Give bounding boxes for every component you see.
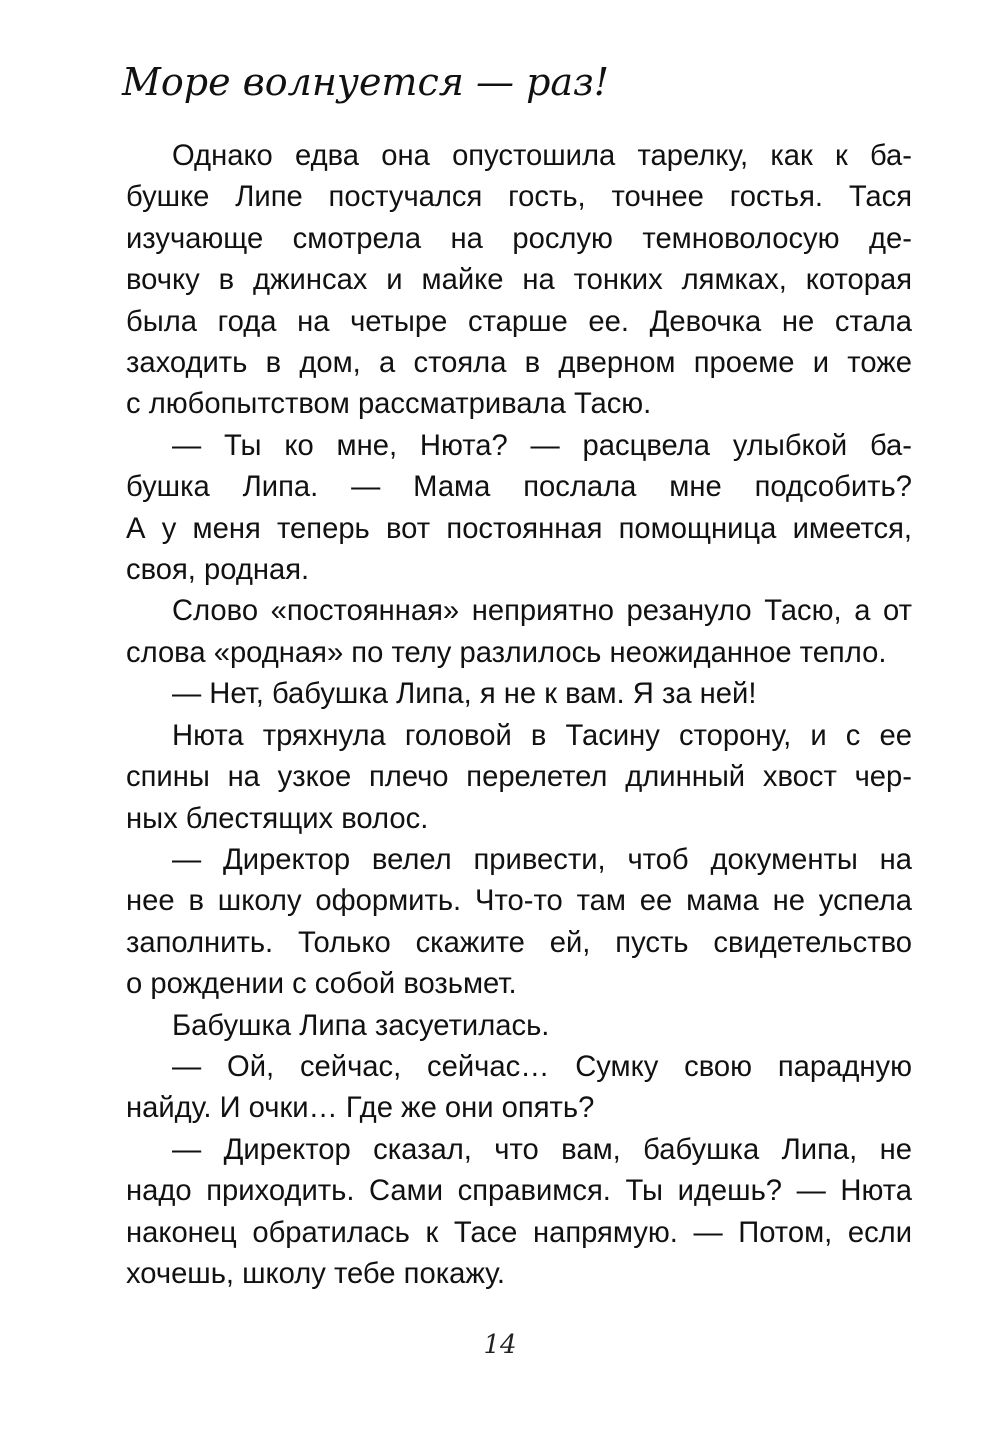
- text-line: Слово «постоянная» неприятно резануло Тасю, а от: [172, 595, 912, 628]
- text-line: бушка Липа. — Мама послала мне подсобить?: [126, 471, 912, 504]
- text-line: своя, родная.: [126, 554, 310, 587]
- body-text: [126, 136, 912, 1295]
- text-line: — Нет, бабушка Липа, я не к вам. Я за ней!: [172, 678, 757, 711]
- text-line: нее в школу оформить. Что-то там ее мама не успела: [126, 885, 912, 918]
- text-line: — Директор сказал, что вам, бабушка Липа, не: [172, 1133, 912, 1166]
- text-line: — Ты ко мне, Нюта? — расцвела улыбкой ба-: [172, 429, 912, 462]
- text-line: — Директор велел привести, чтоб документы на: [172, 843, 912, 876]
- text-line: Нюта тряхнула головой в Тасину сторону, и с ее: [172, 719, 912, 752]
- text-line: хочешь, школу тебе покажу.: [126, 1257, 505, 1290]
- text-line: была года на четыре старше ее. Девочка не стала: [126, 305, 912, 338]
- text-line: слова «родная» по телу разлилось неожиданное тепло.: [126, 636, 887, 669]
- text-line: изучающе смотрела на рослую темноволосую де-: [126, 222, 912, 255]
- text-line: о рождении с собой возьмет.: [126, 968, 517, 1001]
- text-line: с любопытством рассматривала Тасю.: [126, 388, 652, 421]
- text-line: спины на узкое плечо перелетел длинный хвост чер-: [126, 761, 912, 794]
- text-line: — Ой, сейчас, сейчас… Сумку свою парадную: [172, 1050, 912, 1083]
- text-line: заполнить. Только скажите ей, пусть свидетельство: [126, 926, 912, 959]
- text-line: А у меня теперь вот постоянная помощница имеется,: [126, 512, 912, 545]
- text-line: Бабушка Липа засуетилась.: [172, 1009, 550, 1042]
- text-line: бушке Липе постучался гость, точнее гостья. Тася: [126, 181, 912, 214]
- text-line: вочку в джинсах и майке на тонких лямках, которая: [126, 264, 912, 297]
- text-line: ных блестящих волос.: [126, 802, 429, 835]
- text-line: наконец обратилась к Тасе напрямую. — Потом, если: [126, 1216, 912, 1249]
- page-number: 14: [483, 1330, 517, 1360]
- text-line: заходить в дом, а стояла в дверном проеме и тоже: [126, 347, 912, 380]
- text-line: Однако едва она опустошила тарелку, как к ба-: [172, 140, 912, 172]
- text-line: найду. И очки… Где же они опять?: [126, 1092, 595, 1125]
- text-line: надо приходить. Сами справимся. Ты идешь? — Нюта: [126, 1175, 912, 1208]
- running-head: Море волнуется — раз!: [122, 60, 610, 104]
